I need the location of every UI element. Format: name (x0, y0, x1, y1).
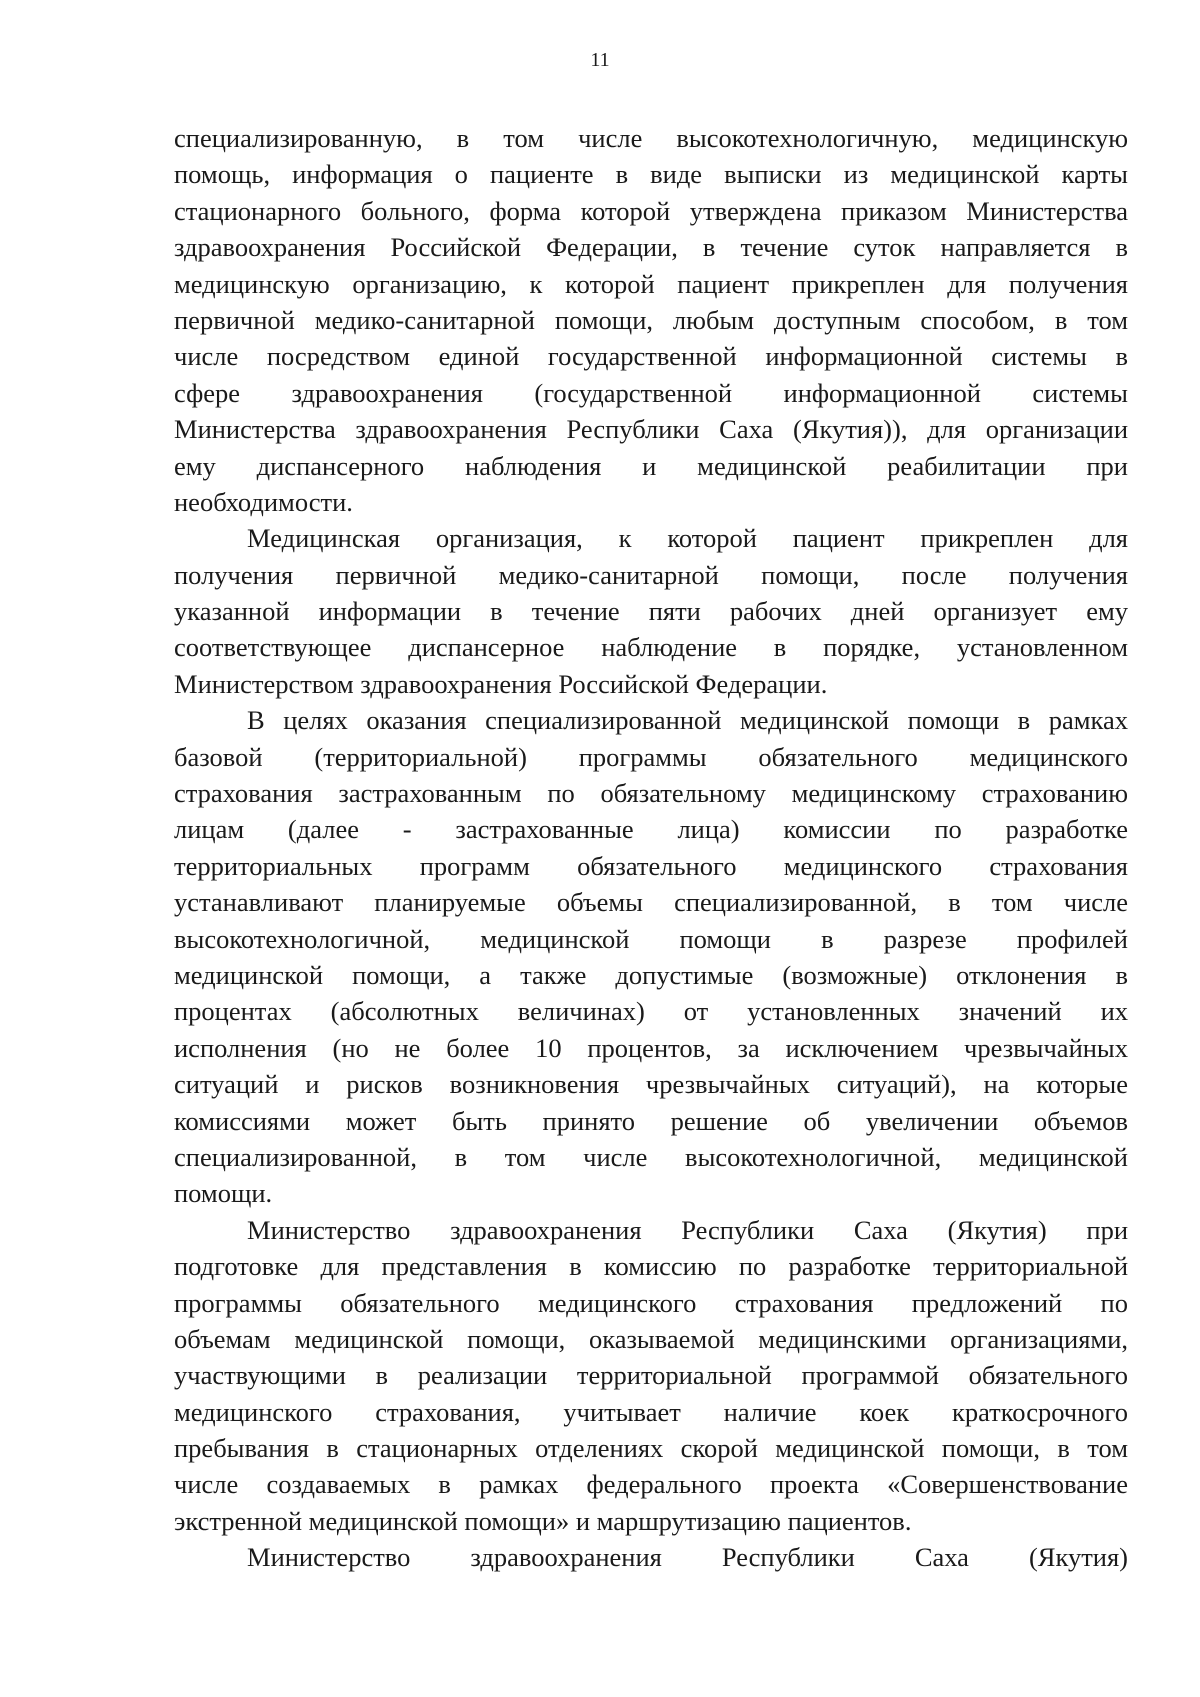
text-line: комиссиями может быть принято решение об увеличении объемов (174, 1105, 1128, 1136)
text-line: ему диспансерного наблюдения и медицинской реабилитации при (174, 450, 1128, 481)
text-line: Медицинская организация, к которой пациент прикреплен для (247, 523, 1128, 554)
text-line: соответствующее диспансерное наблюдение в порядке, установленном (174, 632, 1128, 663)
text-line: участвующими в реализации территориальной программой обязательного (174, 1360, 1128, 1391)
text-line: страхования застрахованным по обязательному медицинскому страхованию (174, 778, 1128, 809)
text-line: исполнения (но не более 10 процентов, за исключением чрезвычайных (174, 1032, 1128, 1063)
text-line: сфере здравоохранения (государственной информационной системы (174, 377, 1128, 408)
text-line: объемам медицинской помощи, оказываемой медицинскими организациями, (174, 1323, 1128, 1354)
text-line: Министерством здравоохранения Российской Федерации. (174, 668, 828, 699)
text-line: устанавливают планируемые объемы специализированной, в том числе (174, 887, 1128, 918)
text-line: медицинскую организацию, к которой пациент прикреплен для получения (174, 268, 1128, 299)
text-line: лицам (далее - застрахованные лица) комиссии по разработке (174, 814, 1128, 845)
document-body (174, 120, 1128, 1576)
text-line: числе создаваемых в рамках федерального проекта «Совершенствование (174, 1469, 1128, 1500)
text-line: В целях оказания специализированной медицинской помощи в рамках (247, 705, 1128, 736)
text-line: медицинского страхования, учитывает наличие коек краткосрочного (174, 1396, 1128, 1427)
text-line: ситуаций и рисков возникновения чрезвычайных ситуаций), на которые (174, 1069, 1128, 1100)
text-line: медицинской помощи, а также допустимые (возможные) отклонения в (174, 959, 1128, 990)
text-line: специализированной, в том числе высокотехнологичной, медицинской (174, 1141, 1128, 1172)
text-line: специализированную, в том числе высокотехнологичную, медицинскую (174, 123, 1128, 153)
text-line: первичной медико-санитарной помощи, любым доступным способом, в том (174, 304, 1128, 335)
text-line: подготовке для представления в комиссию по разработке территориальной (174, 1251, 1128, 1282)
text-line: необходимости. (174, 486, 353, 517)
text-line: экстренной медицинской помощи» и маршрутизацию пациентов. (174, 1505, 912, 1536)
text-line: Министерство здравоохранения Республики Саха (Якутия) (247, 1542, 1128, 1573)
text-line: помощь, информация о пациенте в виде выписки из медицинской карты (174, 159, 1128, 190)
text-line: программы обязательного медицинского страхования предложений по (174, 1287, 1128, 1318)
text-line: высокотехнологичной, медицинской помощи в разрезе профилей (174, 923, 1128, 954)
text-line: процентах (абсолютных величинах) от установленных значений их (174, 996, 1128, 1027)
text-line: базовой (территориальной) программы обязательного медицинского (174, 741, 1128, 772)
page-number: 11 (590, 49, 610, 71)
text-line: помощи. (174, 1178, 273, 1209)
text-line: получения первичной медико-санитарной помощи, после получения (174, 559, 1128, 590)
text-line: стационарного больного, форма которой утверждена приказом Министерства (174, 195, 1128, 226)
text-line: территориальных программ обязательного медицинского страхования (174, 850, 1128, 881)
text-line: Министерство здравоохранения Республики Саха (Якутия) при (247, 1214, 1128, 1245)
text-line: числе посредством единой государственной информационной системы в (174, 341, 1128, 372)
text-line: указанной информации в течение пяти рабочих дней организует ему (174, 596, 1128, 627)
text-line: Министерства здравоохранения Республики Саха (Якутия)), для организации (174, 414, 1128, 445)
text-line: здравоохранения Российской Федерации, в течение суток направляется в (174, 232, 1128, 263)
text-line: пребывания в стационарных отделениях скорой медицинской помощи, в том (174, 1433, 1128, 1464)
